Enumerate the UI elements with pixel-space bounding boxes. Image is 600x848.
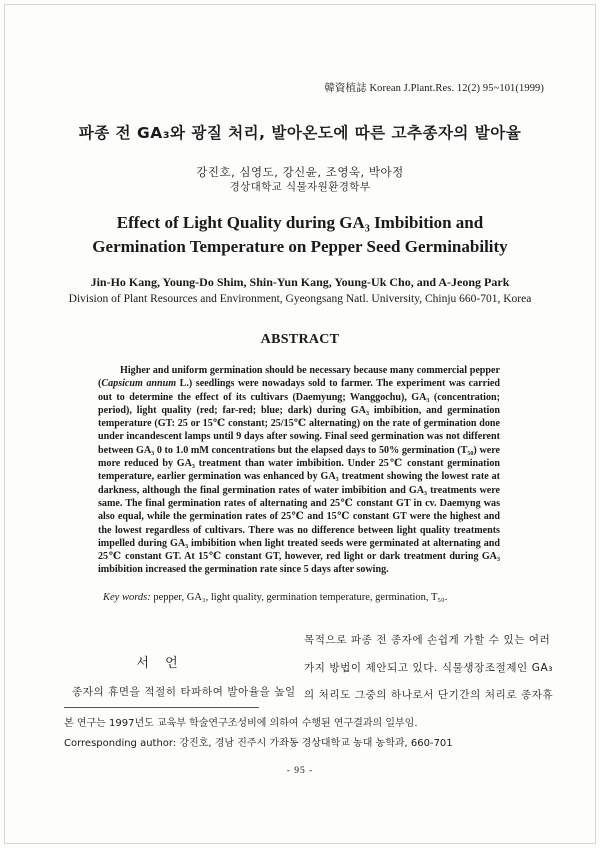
english-title — [0, 211, 600, 259]
abstract-text-part-2: L.) seedlings were nowadays sold to farmer. The experiment was carried out to determine the effect of its cultivars (Daemyung; Wanggochu), GA₃ (concentration; period), light quality (red; far-red; blue; dark) during GA₃ imbibition, and germination temperature (GT: 25 or 15℃ constant; 25/15℃ alternating) on the rate of germination done under incandescent lamps until 9 days after sowing. Final seed germination was not different between GA₃ 0 to 1.0 mM concentrations but the elapsed days to 50% germination (T₅₀) were more reduced by GA₃ treatment than water imbibition. Under 25℃ constant germination temperature, earlier germination was enhanced by GA₃ treatment showing the lowest rate at darkness, although the final germination rates of water imbibition and GA₃ treatments were same. The final germination rates of alternating and 25℃ constant GT in cv. Daemyng was also equal, while the germination rates of 25℃ and 15℃ constant GT were the highest and the lowest regardless of cultivars. There was no difference between light quality treatments impelled during GA₃ imbibition when light treated seeds were germinated at alternating and 25℃ constant GT. At 15℃ constant GT, however, red light or dark treatment during GA₃ imbibition increased the germination rate since 5 days after sowing. — [98, 378, 500, 576]
english-authors: Jin-Ho Kang, Young-Do Shim, Shin-Yun Kang, Young-Uk Cho, and A-Jeong Park — [90, 275, 510, 289]
abstract-paragraph — [98, 364, 500, 577]
introduction-right-column — [304, 627, 554, 710]
page-number: - 95 - — [286, 766, 314, 776]
footnote-divider — [64, 707, 259, 708]
species-name: Capsicum annum — [101, 378, 177, 390]
journal-reference: 韓資植誌 Korean J.Plant.Res. 12(2) 95~101(1999) — [324, 83, 544, 94]
keywords — [103, 592, 503, 603]
abstract-heading: ABSTRACT — [260, 332, 340, 347]
introduction-left-column: 종자의 휴면을 적절히 타파하여 발아율을 높일 — [72, 686, 296, 698]
korean-affiliation: 경상대학교 식물자원환경학부 — [229, 181, 371, 193]
korean-title: 파종 전 GA₃와 광질 처리, 발아온도에 따른 고추종자의 발아율 — [78, 124, 522, 142]
corresponding-author-footnote: Corresponding author: 강진호, 경남 진주시 가좌동 경상대학교 농대 농학과, 660-701 — [64, 738, 453, 749]
abstract-body — [98, 364, 500, 577]
introduction-heading: 서 언 — [136, 656, 184, 671]
korean-authors: 강진호, 심영도, 강신윤, 조영욱, 박아정 — [196, 165, 404, 179]
english-affiliation: Division of Plant Resources and Environment, Gyeongsang Natl. University, Chinju 660-701, Korea — [68, 293, 532, 305]
funding-footnote: 본 연구는 1997년도 교육부 학술연구조성비에 의하여 수행된 연구결과의 일부임. — [64, 718, 418, 729]
introduction-right-line-2: 가지 방법이 제안되고 있다. 식물생장조절제인 GA₃ — [304, 661, 554, 674]
english-title-line-1: Effect of Light Quality during GA₃ Imbibition and — [116, 213, 484, 232]
keywords-list: pepper, GA₃, light quality, germination temperature, germination, T₅₀. — [150, 592, 448, 603]
introduction-right-line-3: 의 처리도 그중의 하나로서 단기간의 처리로 종자휴 — [304, 689, 554, 701]
keywords-label: Key words: — [103, 592, 151, 603]
introduction-right-line-1: 목적으로 파종 전 종자에 손쉽게 가할 수 있는 여러 — [304, 634, 551, 646]
abstract-text-part-1: Higher and uniform germination should be necessary because many commercial pepper ( — [98, 365, 500, 390]
english-title-line-2: Germination Temperature on Pepper Seed Germinability — [92, 237, 508, 256]
